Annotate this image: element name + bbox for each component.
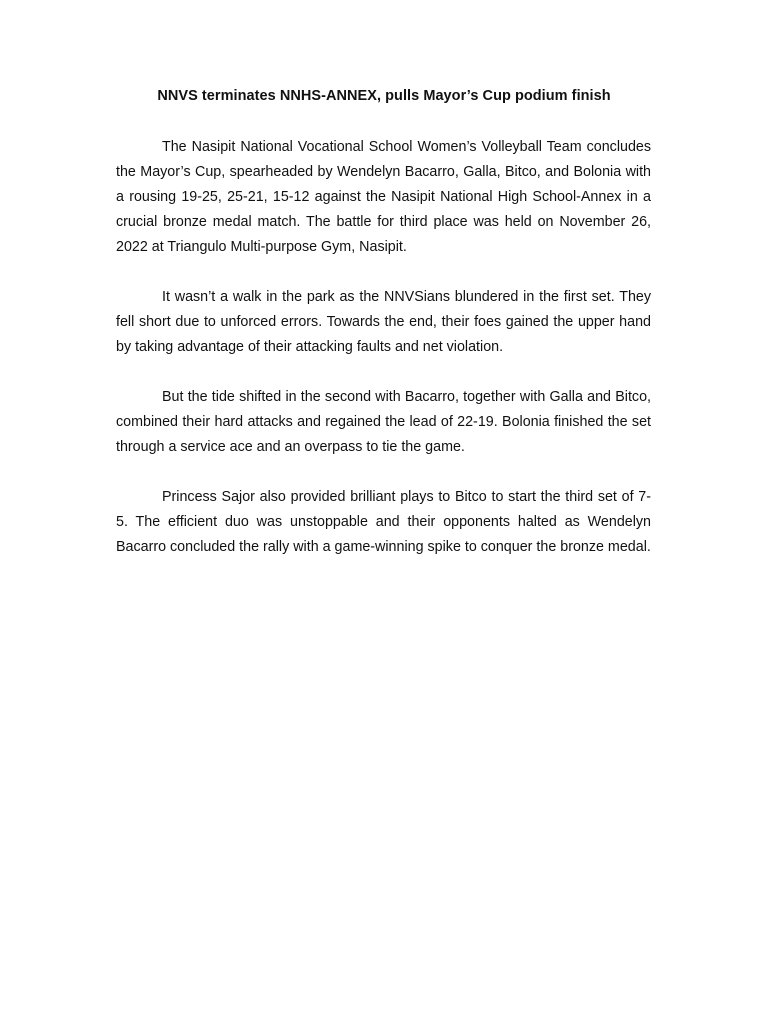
- paragraph-1: The Nasipit National Vocational School Women’s Volleyball Team concludes the Mayor’s Cup, spearheaded by Wendelyn Bacarro, Galla, Bitco, and Bolonia with a rousing 19-25, 25-21, 15-12 against the Nasipit National High School-Annex in a crucial bronze medal match. The battle for third place was held on November 26, 2022 at Triangulo Multi-purpose Gym, Nasipit.: [116, 139, 651, 255]
- article-body: [116, 135, 651, 585]
- paragraph-3: But the tide shifted in the second with Bacarro, together with Galla and Bitco, combined their hard attacks and regained the lead of 22-19. Bolonia finished the set through a service ace and an overpass to tie the game.: [116, 389, 651, 455]
- article-title: NNVS terminates NNHS-ANNEX, pulls Mayor’s Cup podium finish: [157, 88, 611, 104]
- paragraph-2: It wasn’t a walk in the park as the NNVSians blundered in the first set. They fell short due to unforced errors. Towards the end, their foes gained the upper hand by taking advantage of their attacking faults and net violation.: [116, 289, 651, 355]
- paragraph-4: Princess Sajor also provided brilliant plays to Bitco to start the third set of 7-5. The efficient duo was unstoppable and their opponents halted as Wendelyn Bacarro concluded the rally with a game-winning spike to conquer the bronze medal.: [116, 489, 651, 555]
